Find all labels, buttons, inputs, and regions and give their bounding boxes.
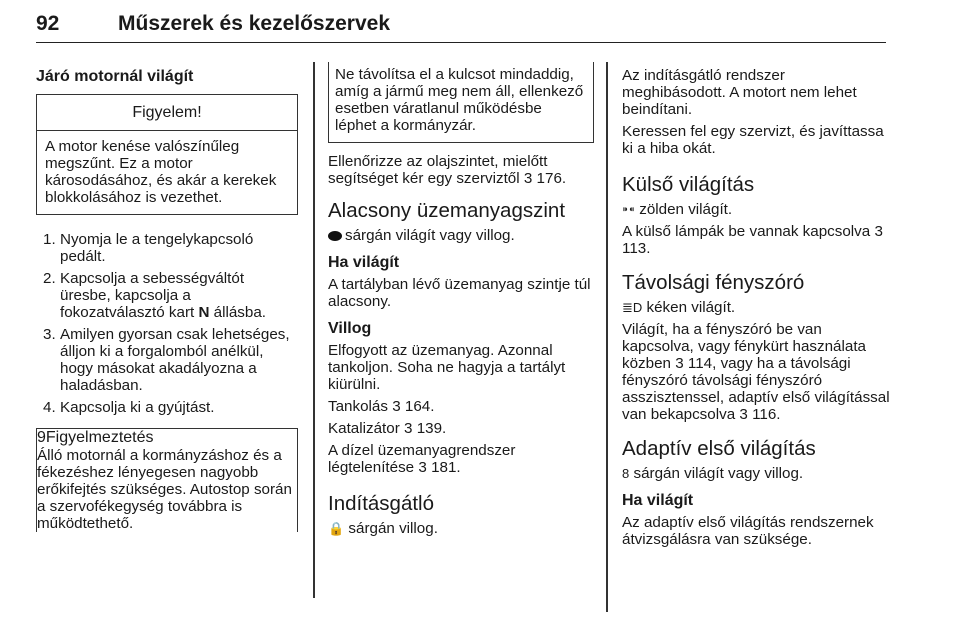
immobiliser-service: Keressen fel egy szervizt, és javíttassa ki a hiba okát. [622,123,884,157]
list-item: 4. Kapcsolja ki a gyújtást. [43,399,215,416]
list-item: 3. Amilyen gyorsan csak lehetséges, álljon ki a forgalomból anélkül, hogy másokat akadályozna a haladásban. [43,326,290,394]
flash-title: Villog [328,320,372,337]
adaptive-light-status: 8 sárgán világít vagy villog. [622,465,804,482]
warning-continuation-box [328,62,594,143]
ref-diesel: A dízel üzemanyagrendszer légtelenítése 3 181. [328,442,516,476]
warning-continuation-text: Ne távolítsa el a kulcsot mindaddig, amíg a jármű meg nem áll, ellenkező esetben váratlanul működésbe léphet a kormányzár. [335,66,584,134]
if-lit-text: A tartályban lévő üzemanyag szintje túl alacsony. [328,276,591,310]
immobiliser-title: Indításgátló [328,492,434,515]
notice-text: A motor kenése valószínűleg megszűnt. Ez a motor károsodásához, és akár a kerekek blokkolásához is vezethet. [45,138,277,206]
ref-icon: 3 [404,420,413,437]
exterior-light-icon: ⁍⁌ [622,202,635,217]
adaptive-if-lit-text: Az adaptív első világítás rendszernek átvizsgálásra van szüksége. [622,514,874,548]
column-2 [328,62,594,542]
ref-catalyst: Katalizátor 3 139. [328,420,447,437]
column-divider [606,62,608,612]
exterior-light-text: A külső lámpák be vannak kapcsolva 3 113. [622,223,883,257]
ref-icon: 3 [675,355,684,372]
column-3 [622,62,892,553]
exterior-light-status: ⁍⁌ zölden világít. [622,201,733,218]
adaptive-if-lit-title: Ha világít [622,492,694,509]
oil-check-text: Ellenőrizze az olajszintet, mielőtt segítséget kér egy szerviztől 3 176. [328,153,567,187]
ref-icon: 3 [392,398,401,415]
column-divider [313,62,315,598]
page-header [36,6,886,43]
column-1 [36,62,298,537]
warning-title: Figyelmeztetés [45,429,154,446]
notice-box [36,94,298,215]
warning-triangle-icon: 9 [37,429,46,446]
low-fuel-status: sárgán világít vagy villog. [328,227,594,244]
high-beam-icon: ≣D [622,300,643,315]
if-lit-title: Ha világít [328,254,400,271]
flash-text: Elfogyott az üzemanyag. Azonnal tankoljon. Soha ne hagyja a tartályt kiürülni. [328,342,566,393]
immobiliser-icon: 🔒 [328,521,345,536]
adaptive-light-icon: 8 [622,466,630,481]
fuel-warning-icon [328,231,342,241]
list-item: 2. Kapcsolja a sebességváltót üresbe, kapcsolja a fokozatválasztó kart N állásba. [43,270,266,321]
exterior-light-title: Külső világítás [622,173,755,196]
notice-title: Figyelem! [37,95,297,131]
ref-icon: 3 [874,223,883,240]
warning-header [37,429,297,447]
high-beam-title: Távolsági fényszóró [622,271,805,294]
page-number: 92 [36,12,60,35]
ref-icon: 3 [418,459,427,476]
steps-list [36,231,298,416]
adaptive-light-title: Adaptív első világítás [622,437,816,460]
immobiliser-fault: Az indításgátló rendszer meghibásodott. A motort nem lehet beindítani. [622,67,857,118]
high-beam-status: ≣D kéken világít. [622,299,736,316]
ref-icon: 3 [523,170,533,187]
immobiliser-status: 🔒 sárgán villog. [328,520,438,537]
ref-icon: 3 [739,406,748,423]
warning-text: Álló motornál a kormányzáshoz és a fékezéshez lényegesen nagyobb erőkifejtés szükséges. Autostop során a szervofékegység továbbra is működtethető. [37,447,292,532]
warning-box [36,428,298,532]
high-beam-text: Világít, ha a fényszóró be van kapcsolva, vagy fénykürt használata közben 3 114, vagy ha a távolsági fényszóró távolsági fényszóró asszisztenssel, adaptív első világítással van bekapcsolva 3 116. [622,321,890,423]
chapter-title: Műszerek és kezelőszervek [118,12,391,35]
section-title: Járó motornál világít [36,68,194,85]
list-item: 1. Nyomja le a tengelykapcsoló pedált. [43,231,254,265]
ref-refuel: Tankolás 3 164. [328,398,435,415]
low-fuel-title: Alacsony üzemanyagszint [328,199,566,222]
